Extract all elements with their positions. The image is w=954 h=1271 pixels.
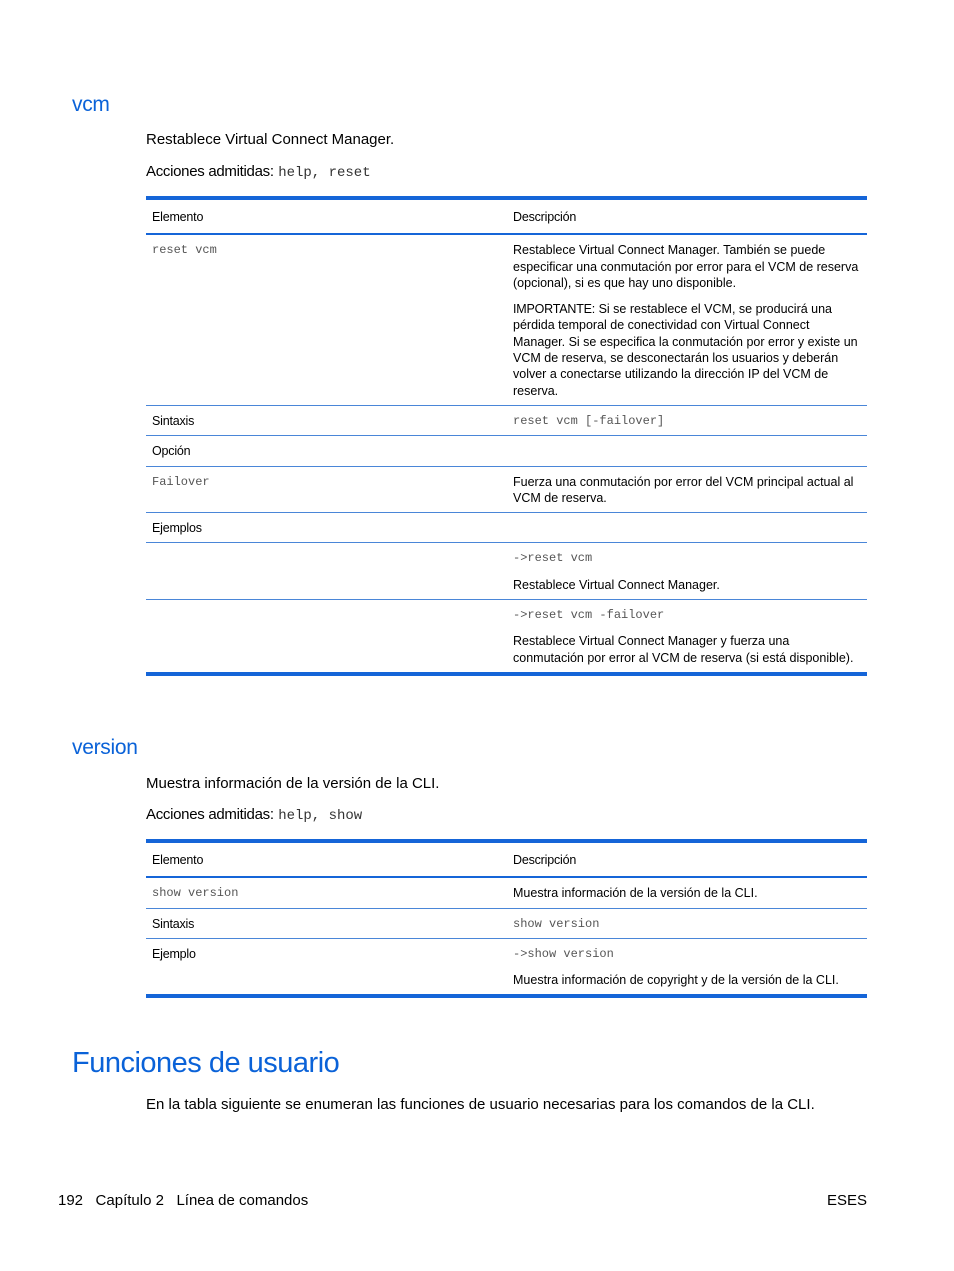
cell-element: show version — [152, 886, 239, 901]
table-row — [146, 877, 867, 908]
important-text: Si se restablece el VCM, se producirá una pérdida temporal de conectividad con Virtual Connect Manager. Si se especifica la conmutación por error y existe un VCM de reserva, se desconectarán los usuarios y deberán volver a conectarse utilizando la dirección IP del VCM de reserva. — [513, 302, 858, 398]
example-command: ->reset vcm -failover — [513, 608, 665, 623]
cell-element: Sintaxis — [146, 908, 507, 938]
table-row — [146, 436, 867, 466]
cell-description — [507, 234, 867, 405]
cell-element — [146, 543, 507, 600]
section-description: Muestra información de la versión de la CLI. — [146, 775, 440, 792]
main-intro: En la tabla siguiente se enumeran las funciones de usuario necesarias para los comandos de la CLI. — [146, 1096, 815, 1113]
table-row — [146, 513, 867, 543]
cell-element: reset vcm — [152, 243, 217, 258]
table-row — [146, 938, 867, 996]
header-elemento: Elemento — [146, 841, 507, 877]
page-footer — [58, 1192, 308, 1209]
cell-description: Fuerza una conmutación por error del VCM principal actual al VCM de reserva. — [507, 466, 867, 513]
header-descripcion: Descripción — [507, 198, 867, 234]
example-description: Restablece Virtual Connect Manager y fuerza una conmutación por error al VCM de reserva (si está disponible). — [513, 634, 854, 665]
table-header-row — [146, 841, 867, 877]
version-table — [146, 839, 867, 998]
vcm-table — [146, 196, 867, 676]
cell-description — [507, 600, 867, 674]
cell-element: Ejemplos — [146, 513, 507, 543]
cell-description: Muestra información de la versión de la CLI. — [513, 886, 758, 901]
actions-label: Acciones admitidas — [146, 163, 270, 180]
example-description: Muestra información de copyright y de la versión de la CLI. — [513, 973, 839, 988]
cell-element: Sintaxis — [146, 405, 507, 435]
header-descripcion: Descripción — [507, 841, 867, 877]
table-row — [146, 908, 867, 938]
example-command: ->show version — [513, 946, 614, 961]
main-heading: Funciones de usuario — [72, 1047, 340, 1079]
table-row — [146, 234, 867, 405]
supported-actions: Acciones admitidas: help, reset — [146, 163, 371, 181]
cell-description — [507, 513, 867, 543]
actions-value: help, reset — [278, 165, 371, 181]
chapter-title: Línea de comandos — [176, 1192, 309, 1209]
footer-locale: ESES — [826, 1192, 867, 1209]
section-heading-vcm: vcm — [72, 93, 110, 116]
page-number: 192 — [58, 1192, 84, 1209]
table-row — [146, 466, 867, 513]
cell-element: Opción — [146, 436, 507, 466]
section-description: Restablece Virtual Connect Manager. — [146, 131, 395, 148]
cell-description: show version — [507, 908, 867, 938]
actions-value: help, show — [278, 808, 363, 824]
supported-actions: Acciones admitidas: help, show — [146, 806, 363, 824]
cell-description — [507, 543, 867, 600]
table-row — [146, 543, 867, 600]
cell-description: reset vcm [-failover] — [507, 405, 867, 435]
cell-element — [146, 600, 507, 674]
important-note — [513, 301, 861, 399]
description-text: Restablece Virtual Connect Manager. También se puede especificar una conmutación por error para el VCM de reserva (opcional), si es que hay uno disponible. — [513, 243, 859, 290]
cell-element: Failover — [146, 466, 507, 513]
cell-description — [507, 938, 867, 996]
table-header-row — [146, 198, 867, 234]
cell-element: Ejemplo — [146, 938, 507, 996]
actions-label: Acciones admitidas — [146, 806, 270, 823]
example-command: ->reset vcm — [513, 551, 593, 566]
section-heading-version: version — [72, 736, 138, 759]
chapter-label: Capítulo 2 — [95, 1192, 164, 1209]
example-description: Restablece Virtual Connect Manager. — [513, 577, 720, 592]
cell-description — [507, 436, 867, 466]
table-row — [146, 600, 867, 674]
important-label: IMPORTANTE: — [513, 302, 596, 317]
header-elemento: Elemento — [146, 198, 507, 234]
table-row — [146, 405, 867, 435]
